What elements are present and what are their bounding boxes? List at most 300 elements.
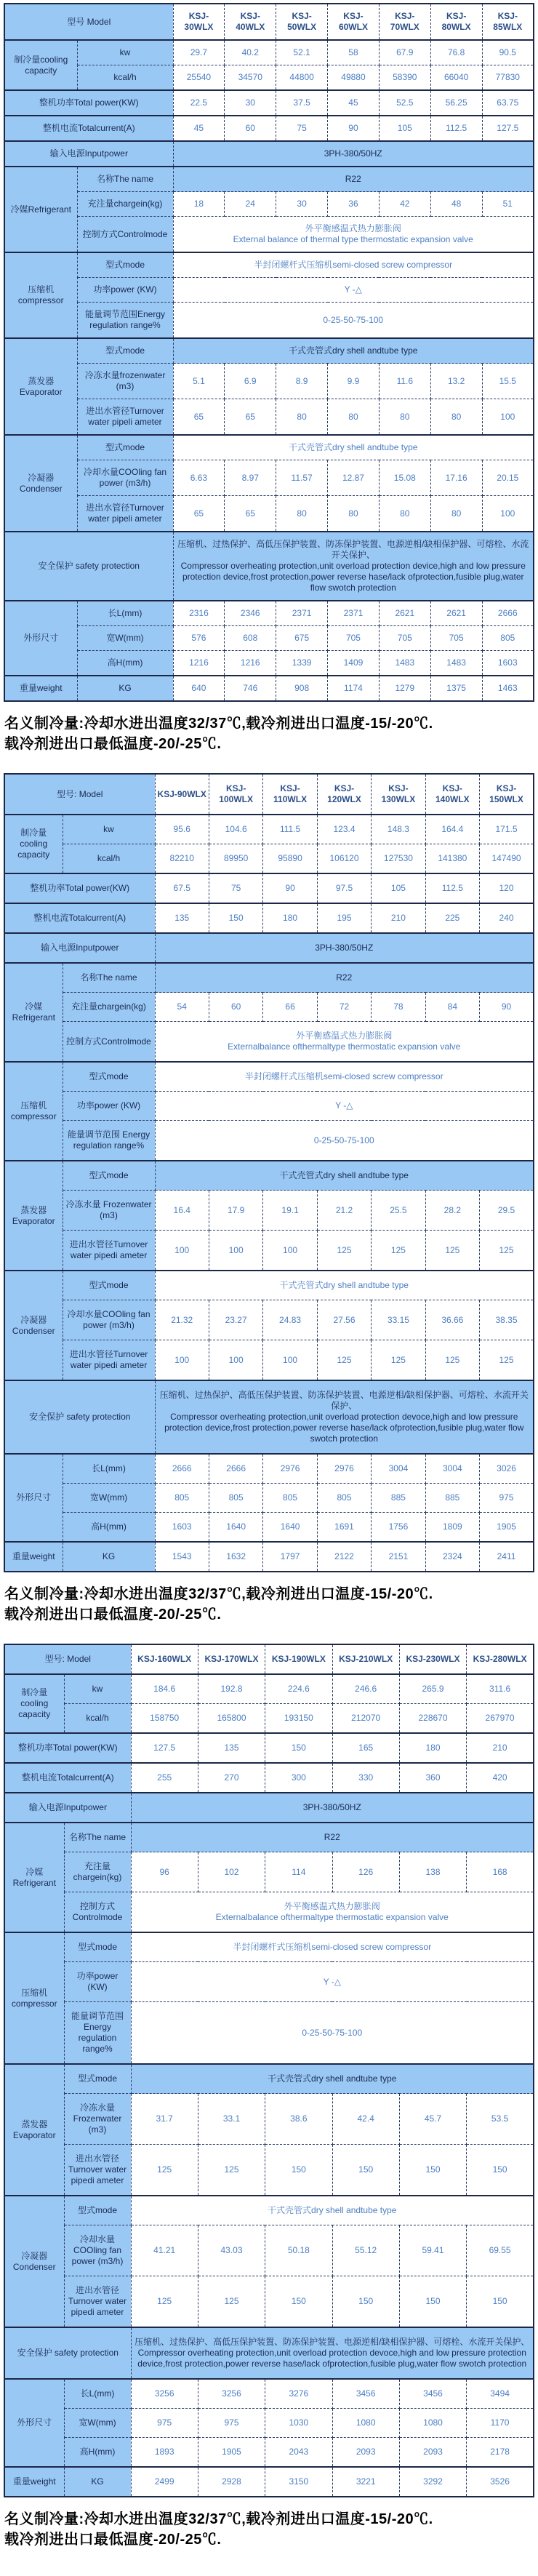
value-cell: 225: [425, 903, 479, 933]
value-cell: 125: [131, 2145, 198, 2196]
table-row: [4, 2145, 534, 2196]
value-cell: 125: [480, 1340, 534, 1381]
value-cell: 1797: [263, 1542, 317, 1572]
value-cell: 38.6: [265, 2094, 332, 2145]
value-cell: 2324: [425, 1542, 479, 1572]
sub-label-cell: 高H(mm): [77, 651, 173, 676]
table-row: [4, 1454, 534, 1484]
value-cell: 15.5: [482, 364, 534, 399]
table-row: [4, 167, 534, 192]
value-cell: 53.5: [467, 2094, 534, 2145]
table-row: [4, 2327, 534, 2379]
value-cell: 3276: [265, 2379, 332, 2409]
value-cell: 746: [225, 676, 276, 701]
value-cell: 3256: [131, 2379, 198, 2409]
sub-label-cell: kcal/h: [63, 844, 155, 874]
value-cell: 885: [425, 1484, 479, 1513]
table-row: [4, 496, 534, 532]
wide-value-cell: 干式壳管式dry shell andtube type: [155, 1271, 534, 1300]
value-cell: 180: [399, 1733, 466, 1763]
value-cell: 805: [482, 626, 534, 651]
value-cell: 90: [480, 993, 534, 1022]
value-cell: 100: [482, 399, 534, 436]
model-cell: KSJ-85WLX: [482, 4, 534, 40]
value-cell: 58: [328, 40, 380, 65]
table-row: [4, 1191, 534, 1231]
model-cell: KSJ-130WLX: [372, 774, 425, 815]
value-cell: 165: [332, 1733, 399, 1763]
group-label-cell: 外形尺寸: [4, 601, 77, 676]
value-cell: 100: [155, 1231, 209, 1271]
value-cell: 975: [131, 2409, 198, 2438]
value-cell: 3292: [399, 2467, 466, 2497]
value-cell: 311.6: [467, 1674, 534, 1704]
value-cell: 125: [425, 1231, 479, 1271]
sub-label-cell: 名称The name: [77, 167, 173, 192]
row-label-cell: 整机电流Totalcurrent(A): [4, 116, 173, 141]
wide-value-cell: 干式壳管式dry shell andtube type: [173, 338, 534, 364]
value-cell: 22.5: [173, 90, 225, 116]
value-cell: 180: [263, 903, 317, 933]
value-cell: 150: [209, 903, 262, 933]
value-cell: 3456: [399, 2379, 466, 2409]
table-row: [4, 65, 534, 91]
value-cell: 63.75: [482, 90, 534, 116]
sub-label-cell: 型式mode: [64, 1932, 131, 1962]
sub-label-cell: 功率power (KW): [64, 1962, 131, 2002]
table-row: [4, 192, 534, 217]
group-label-cell: 外形尺寸: [4, 1454, 63, 1542]
value-cell: 80: [379, 399, 430, 436]
value-cell: 125: [317, 1340, 371, 1381]
value-cell: 125: [317, 1231, 371, 1271]
value-cell: 1174: [328, 676, 380, 701]
model-cell: KSJ-60WLX: [328, 4, 380, 40]
table-row: [4, 2225, 534, 2276]
group-label-cell: 冷媒Refrigerant: [4, 167, 77, 252]
value-cell: 42: [379, 192, 430, 217]
value-cell: 150: [265, 1733, 332, 1763]
value-cell: 126: [332, 1852, 399, 1892]
value-cell: 1483: [430, 651, 482, 676]
value-cell: 72: [317, 993, 371, 1022]
sub-label-cell: kcal/h: [77, 65, 173, 91]
value-cell: 8.97: [225, 460, 276, 496]
wide-value-cell: 3PH-380/50HZ: [155, 933, 534, 963]
sub-label-cell: KG: [63, 1542, 155, 1572]
value-cell: 19.1: [263, 1191, 317, 1231]
nominal-cooling-note-1: [4, 713, 534, 754]
model-label-cell: 型号: Model: [4, 774, 155, 815]
value-cell: 36.66: [425, 1300, 479, 1340]
wide-value-cell: 外平衡感温式热力膨胀阀 Externalbalance ofthermaltype thermostatic expansion valve: [155, 1022, 534, 1063]
value-cell: 90: [263, 873, 317, 903]
model-cell: KSJ-140WLX: [425, 774, 479, 815]
value-cell: 975: [198, 2409, 265, 2438]
group-label-cell: 制冷量cooling capacity: [4, 40, 77, 90]
value-cell: 2621: [430, 601, 482, 626]
value-cell: 675: [276, 626, 328, 651]
table-row: [4, 873, 534, 903]
value-cell: 11.57: [276, 460, 328, 496]
value-cell: 148.3: [372, 815, 425, 844]
value-cell: 705: [430, 626, 482, 651]
value-cell: 65: [173, 399, 225, 436]
row-label-cell: 安全保护 safety protection: [4, 2327, 131, 2379]
value-cell: 150: [332, 2145, 399, 2196]
wide-value-cell: 干式壳管式dry shell andtube type: [173, 435, 534, 460]
value-cell: 59.41: [399, 2225, 466, 2276]
table-row: [4, 217, 534, 253]
value-cell: 45: [173, 116, 225, 141]
value-cell: 13.2: [430, 364, 482, 399]
value-cell: 125: [131, 2276, 198, 2328]
wide-value-cell: Y -△: [173, 278, 534, 303]
value-cell: 45.7: [399, 2094, 466, 2145]
table-row: [4, 1542, 534, 1572]
value-cell: 1691: [317, 1513, 371, 1543]
table-row: [4, 903, 534, 933]
value-cell: 805: [263, 1484, 317, 1513]
value-cell: 2499: [131, 2467, 198, 2497]
table-row: [4, 278, 534, 303]
value-cell: 2093: [332, 2438, 399, 2468]
wide-value-cell: 3PH-380/50HZ: [131, 1793, 534, 1823]
value-cell: 192.8: [198, 1674, 265, 1704]
value-cell: 112.5: [430, 116, 482, 141]
table-row: [4, 2002, 534, 2065]
sub-label-cell: 能量调节范围 Energy regulation range%: [63, 1121, 155, 1161]
value-cell: 9.9: [328, 364, 380, 399]
table-row: [4, 116, 534, 141]
table-row: [4, 1484, 534, 1513]
sub-label-cell: 型式mode: [64, 2064, 131, 2094]
value-cell: 78: [372, 993, 425, 1022]
sub-label-cell: 宽W(mm): [77, 626, 173, 651]
value-cell: 82210: [155, 844, 209, 874]
group-label-cell: 冷凝器 Condenser: [4, 2196, 64, 2327]
spec-table-ksj30-85: [4, 3, 534, 702]
value-cell: 36: [328, 192, 380, 217]
model-cell: KSJ-150WLX: [480, 774, 534, 815]
value-cell: 2371: [276, 601, 328, 626]
value-cell: 3150: [265, 2467, 332, 2497]
group-label-cell: 蒸发器 Evaporator: [4, 1161, 63, 1271]
value-cell: 127.5: [131, 1733, 198, 1763]
value-cell: 37.5: [276, 90, 328, 116]
value-cell: 112.5: [425, 873, 479, 903]
table-row: [4, 2094, 534, 2145]
value-cell: 2122: [317, 1542, 371, 1572]
table-row: [4, 993, 534, 1022]
value-cell: 77830: [482, 65, 534, 91]
value-cell: 125: [372, 1231, 425, 1271]
value-cell: 1375: [430, 676, 482, 701]
value-cell: 150: [265, 2145, 332, 2196]
value-cell: 30: [225, 90, 276, 116]
table-row: [4, 338, 534, 364]
value-cell: 105: [372, 873, 425, 903]
value-cell: 705: [379, 626, 430, 651]
sub-label-cell: 宽W(mm): [64, 2409, 131, 2438]
sub-label-cell: 冷却水量COOling fan power (m3/h): [77, 460, 173, 496]
value-cell: 1170: [467, 2409, 534, 2438]
value-cell: 210: [467, 1733, 534, 1763]
group-label-cell: 蒸发器 Evaporator: [4, 338, 77, 435]
value-cell: 165800: [198, 1704, 265, 1734]
table-row: [4, 651, 534, 676]
value-cell: 576: [173, 626, 225, 651]
value-cell: 420: [467, 1763, 534, 1793]
table-row: [4, 2196, 534, 2225]
sub-label-cell: 能量调节范围 Energy regulation range%: [64, 2002, 131, 2065]
value-cell: 42.4: [332, 2094, 399, 2145]
value-cell: 224.6: [265, 1674, 332, 1704]
value-cell: 1279: [379, 676, 430, 701]
value-cell: 75: [209, 873, 262, 903]
wide-value-cell: 压缩机、过热保护、高低压保护装置、防冻保护装置、电源逆相/缺相保护器、可熔栓、水流开关保护、 Compressor overheating protection,unit overload protection devoce,high and low pressure protection device,frost protection,power reverse hase/lack ofprotection,fusible plug,water flow swotch protection: [131, 2327, 534, 2379]
value-cell: 210: [372, 903, 425, 933]
sub-label-cell: 宽W(mm): [63, 1484, 155, 1513]
note-line-1: 名义制冷量:冷却水进出温度32/37℃,载冷剂进出口温度-15/-20℃.: [4, 716, 433, 732]
model-label-cell: 型号 Model: [4, 4, 173, 40]
value-cell: 33.1: [198, 2094, 265, 2145]
note-line-2: 载冷剂进出口最低温度-20/-25℃.: [4, 2532, 222, 2548]
sub-label-cell: 名称The name: [63, 963, 155, 993]
value-cell: 805: [209, 1484, 262, 1513]
sub-label-cell: 功率power (KW): [63, 1092, 155, 1121]
model-cell: KSJ-170WLX: [198, 1644, 265, 1674]
sub-label-cell: 进出水管径Turnover water pipeli ameter: [77, 399, 173, 436]
value-cell: 3456: [332, 2379, 399, 2409]
table-row: [4, 2467, 534, 2497]
value-cell: 60: [209, 993, 262, 1022]
table-row: [4, 815, 534, 844]
value-cell: 2976: [263, 1454, 317, 1484]
value-cell: 1905: [480, 1513, 534, 1543]
table-row: [4, 1300, 534, 1340]
group-label-cell: 压缩机compressor: [4, 252, 77, 338]
wide-value-cell: Y -△: [131, 1962, 534, 2002]
value-cell: 12.87: [328, 460, 380, 496]
value-cell: 80: [328, 496, 380, 532]
value-cell: 240: [480, 903, 534, 933]
value-cell: 1632: [209, 1542, 262, 1572]
table-row: [4, 532, 534, 601]
sub-label-cell: 名称The name: [64, 1823, 131, 1852]
value-cell: 38.35: [480, 1300, 534, 1340]
row-label-cell: 安全保护 safety protection: [4, 532, 173, 601]
value-cell: 1640: [263, 1513, 317, 1543]
value-cell: 805: [155, 1484, 209, 1513]
value-cell: 51: [482, 192, 534, 217]
table-row: [4, 963, 534, 993]
value-cell: 1483: [379, 651, 430, 676]
value-cell: 2666: [209, 1454, 262, 1484]
sub-label-cell: KG: [64, 2467, 131, 2497]
value-cell: 17.9: [209, 1191, 262, 1231]
value-cell: 125: [480, 1231, 534, 1271]
group-label-cell: 重量weight: [4, 676, 77, 701]
model-cell: KSJ-280WLX: [467, 1644, 534, 1674]
model-cell: KSJ-110WLX: [263, 774, 317, 815]
value-cell: 33.15: [372, 1300, 425, 1340]
value-cell: 100: [209, 1340, 262, 1381]
table-row: [4, 141, 534, 167]
value-cell: 40.2: [225, 40, 276, 65]
model-cell: KSJ-230WLX: [399, 1644, 466, 1674]
sub-label-cell: 控制方式Controlmode: [77, 217, 173, 253]
value-cell: 75: [276, 116, 328, 141]
value-cell: 67.9: [379, 40, 430, 65]
value-cell: 255: [131, 1763, 198, 1793]
table-row: [4, 1513, 534, 1543]
row-label-cell: 整机电流Totalcurrent(A): [4, 903, 155, 933]
value-cell: 2178: [467, 2438, 534, 2468]
value-cell: 1339: [276, 651, 328, 676]
value-cell: 52.1: [276, 40, 328, 65]
value-cell: 1893: [131, 2438, 198, 2468]
sub-label-cell: 充注量chargein(kg): [77, 192, 173, 217]
value-cell: 608: [225, 626, 276, 651]
sub-label-cell: 冷冻水量frozenwater (m3): [77, 364, 173, 399]
value-cell: 30: [276, 192, 328, 217]
value-cell: 23.27: [209, 1300, 262, 1340]
value-cell: 6.9: [225, 364, 276, 399]
value-cell: 138: [399, 1852, 466, 1892]
value-cell: 106120: [317, 844, 371, 874]
value-cell: 31.7: [131, 2094, 198, 2145]
value-cell: 2346: [225, 601, 276, 626]
sub-label-cell: 充注量 chargein(kg): [64, 1852, 131, 1892]
value-cell: 150: [399, 2276, 466, 2328]
table-row: [4, 303, 534, 339]
wide-value-cell: 压缩机、过热保护、高低压保护装置、防冻保护装置、电源逆相/缺相保护器、可熔栓、水流开关保护、 Compressor overheating protection,unit overload protection device,high and low pressure protection device,frost protection,power reverse hase/lack ofprotection,fusible plug,water flow swotch protection: [173, 532, 534, 601]
wide-value-cell: 干式壳管式dry shell andtube type: [131, 2196, 534, 2225]
value-cell: 96: [131, 1852, 198, 1892]
wide-value-cell: Y -△: [155, 1092, 534, 1121]
wide-value-cell: 干式壳管式dry shell andtube type: [131, 2064, 534, 2094]
value-cell: 16.4: [155, 1191, 209, 1231]
value-cell: 171.5: [480, 815, 534, 844]
value-cell: 3256: [198, 2379, 265, 2409]
row-label-cell: 整机功率Total power(KW): [4, 1733, 131, 1763]
value-cell: 100: [155, 1340, 209, 1381]
value-cell: 84: [425, 993, 479, 1022]
sub-label-cell: 功率power (KW): [77, 278, 173, 303]
table-row: [4, 40, 534, 65]
model-cell: KSJ-70WLX: [379, 4, 430, 40]
table-row: [4, 399, 534, 436]
value-cell: 24.83: [263, 1300, 317, 1340]
wide-value-cell: R22: [131, 1823, 534, 1852]
table-row: [4, 2438, 534, 2468]
table-row: [4, 1121, 534, 1161]
table-row: [4, 1271, 534, 1300]
table-row: [4, 364, 534, 399]
table-row: [4, 90, 534, 116]
group-label-cell: 冷凝器 Condenser: [4, 435, 77, 532]
value-cell: 1216: [225, 651, 276, 676]
value-cell: 2666: [482, 601, 534, 626]
sub-label-cell: kw: [77, 40, 173, 65]
value-cell: 3004: [372, 1454, 425, 1484]
value-cell: 1756: [372, 1513, 425, 1543]
table-row: [4, 460, 534, 496]
value-cell: 805: [317, 1484, 371, 1513]
table-row: [4, 933, 534, 963]
row-label-cell: 输入电源Inputpower: [4, 1793, 131, 1823]
row-label-cell: 整机电流Totalcurrent(A): [4, 1763, 131, 1793]
model-header-row: [4, 1644, 534, 1674]
value-cell: 127530: [372, 844, 425, 874]
value-cell: 1809: [425, 1513, 479, 1543]
wide-value-cell: R22: [155, 963, 534, 993]
value-cell: 1603: [155, 1513, 209, 1543]
value-cell: 127.5: [482, 116, 534, 141]
value-cell: 150: [467, 2145, 534, 2196]
wide-value-cell: 0-25-50-75-100: [173, 303, 534, 339]
value-cell: 150: [265, 2276, 332, 2328]
row-label-cell: 安全保护 safety protection: [4, 1380, 155, 1454]
value-cell: 246.6: [332, 1674, 399, 1704]
sub-label-cell: 进出水管径 Turnover water pipedi ameter: [64, 2145, 131, 2196]
value-cell: 76.8: [430, 40, 482, 65]
value-cell: 49880: [328, 65, 380, 91]
value-cell: 158750: [131, 1704, 198, 1734]
value-cell: 125: [425, 1340, 479, 1381]
value-cell: 1080: [399, 2409, 466, 2438]
note-line-1: 名义制冷量:冷却水进出温度32/37℃,载冷剂进出口温度-15/-20℃.: [4, 2511, 433, 2527]
value-cell: 58390: [379, 65, 430, 91]
value-cell: 52.5: [379, 90, 430, 116]
row-label-cell: 输入电源Inputpower: [4, 141, 173, 167]
value-cell: 66040: [430, 65, 482, 91]
value-cell: 705: [328, 626, 380, 651]
value-cell: 8.9: [276, 364, 328, 399]
value-cell: 56.25: [430, 90, 482, 116]
value-cell: 25.5: [372, 1191, 425, 1231]
value-cell: 125: [372, 1340, 425, 1381]
model-cell: KSJ-80WLX: [430, 4, 482, 40]
sub-label-cell: KG: [77, 676, 173, 701]
value-cell: 150: [399, 2145, 466, 2196]
value-cell: 2151: [372, 1542, 425, 1572]
value-cell: 89950: [209, 844, 262, 874]
sub-label-cell: 冷冻水量 Frozenwater (m3): [64, 2094, 131, 2145]
value-cell: 195: [317, 903, 371, 933]
table-row: [4, 2379, 534, 2409]
sub-label-cell: 长L(mm): [63, 1454, 155, 1484]
value-cell: 330: [332, 1763, 399, 1793]
value-cell: 100: [263, 1340, 317, 1381]
value-cell: 270: [198, 1763, 265, 1793]
value-cell: 100: [482, 496, 534, 532]
table-row: [4, 1674, 534, 1704]
table-row: [4, 435, 534, 460]
value-cell: 2928: [198, 2467, 265, 2497]
wide-value-cell: 0-25-50-75-100: [155, 1121, 534, 1161]
value-cell: 65: [173, 496, 225, 532]
value-cell: 3004: [425, 1454, 479, 1484]
value-cell: 69.55: [467, 2225, 534, 2276]
table-row: [4, 1793, 534, 1823]
group-label-cell: 压缩机 compressor: [4, 1932, 64, 2064]
sub-label-cell: 进出水管径Turnover water pipedi ameter: [63, 1231, 155, 1271]
spec-table-ksj160-280: [4, 1644, 534, 2497]
sub-label-cell: 高H(mm): [64, 2438, 131, 2468]
value-cell: 1603: [482, 651, 534, 676]
